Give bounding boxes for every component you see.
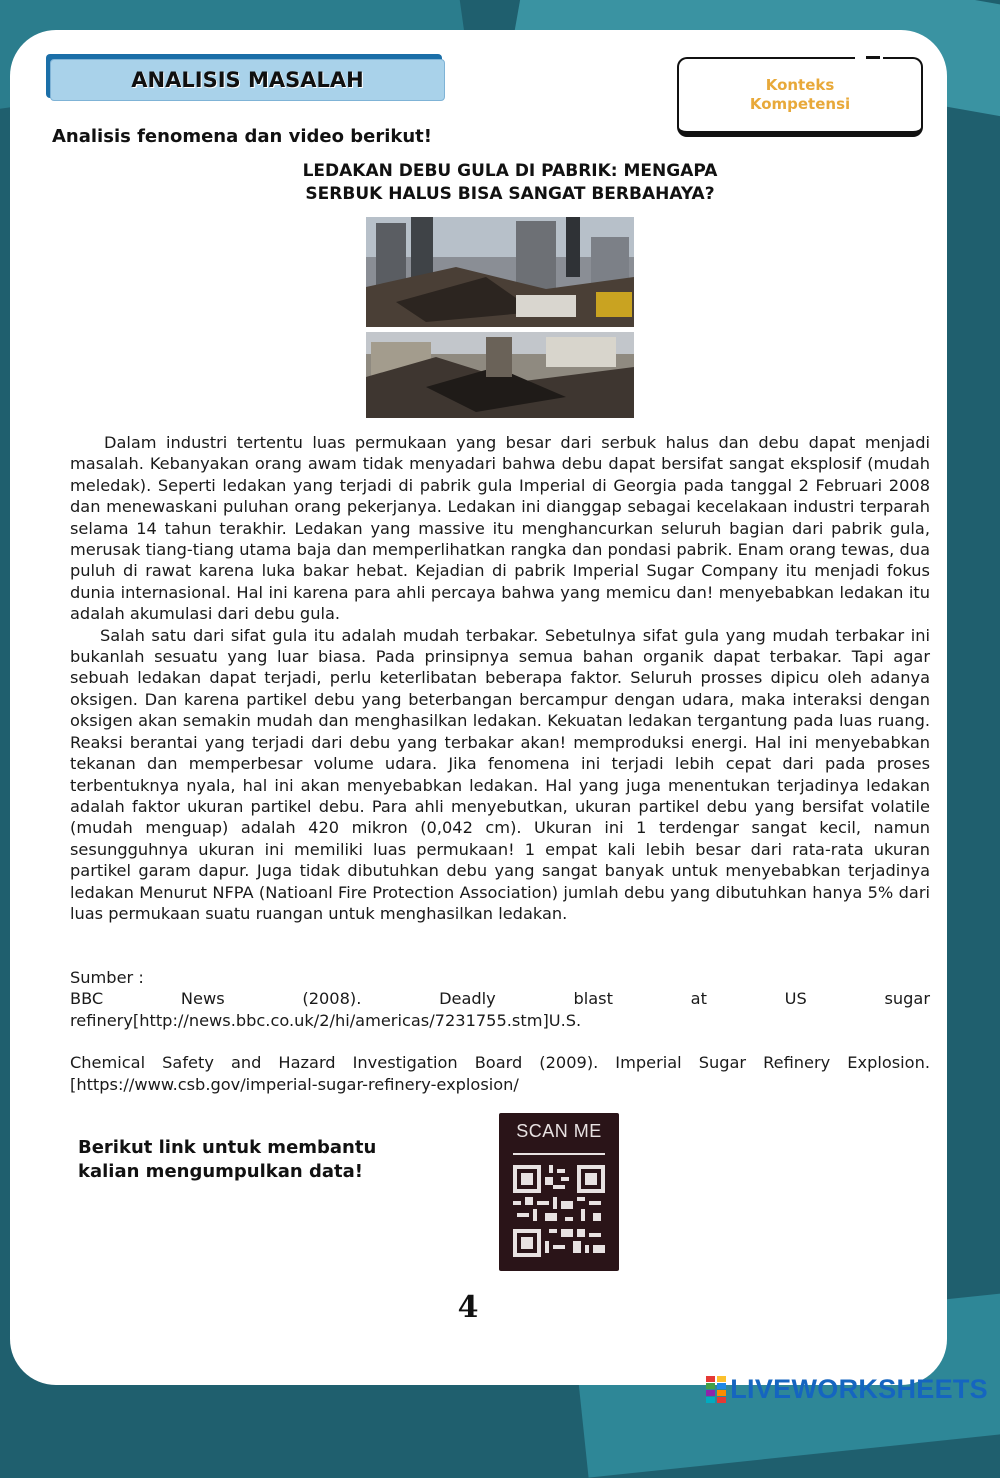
context-badge bbox=[677, 57, 923, 137]
qr-prompt-line1: Berikut link untuk membantu bbox=[78, 1137, 377, 1158]
section-title: ANALISIS MASALAH bbox=[50, 59, 445, 101]
liveworksheets-brand[interactable] bbox=[706, 1374, 988, 1405]
source-citation-line: BBC News (2008). Deadly blast at US sugar bbox=[70, 989, 930, 1009]
article-title-line1: LEDAKAN DEBU GULA DI PABRIK: MENGAPA bbox=[302, 161, 718, 181]
article-paragraph: Salah satu dari sifat gula itu adalah mudah terbakar. Sebetulnya sifat gula yang mudah terbakar ini bukanlah sesuatu yang luar biasa. Pada prinsipnya semua bahan organik dapat terbakar. Tapi agar sebuah ledakan dapat terjadi, perlu keterlibatan beberapa faktor. Seluruh prosses dipicu oleh adanya oksigen. Dan karena partikel debu yang beterbangan bercampur dengan udara, maka interaksi dengan oksigen akan semakin mudah dan menghasilkan ledakan. Kekuatan ledakan tergantung pada luas ruang. Reaksi berantai yang terjadi dari debu yang terbakar akan! memproduksi energi. Hal ini menyebabkan tekanan dan memperbesar volume udara. Jika fenomena ini terjadi lebih cepat dari pada proses terbentuknya nyala, hal ini akan menyebabkan ledakan. Hal yang juga menentukan terjadinya ledakan adalah faktor ukuran partikel debu. Para ahli menyebutkan, ukuran partikel debu yang bersifat volatile (mudah menguap) adalah 420 mikron (0,042 cm). Ukuran ini 1 terdengar sangat kecil, namun sesungguhnya ukuran ini memiliki luas permukaan! 1 empat kali lebih besar dari rata-rata ukuran partikel garam dapur. Juga tidak dibutuhkan debu yang sangat banyak untuk menyebabkan terjadinya ledakan Menurut NFPA (Natioanl Fire Protection Association) jumlah debu yang dibutuhkan hanya 5% dari luas permukaan suatu ruangan untuk menghasilkan ledakan. bbox=[70, 625, 930, 923]
context-label-line1: Konteks bbox=[765, 76, 835, 94]
factory-explosion-photo bbox=[366, 217, 634, 418]
qr-prompt-line2: kalian mengumpulkan data! bbox=[78, 1161, 363, 1182]
article-title-line2: SERBUK HALUS BISA SANGAT BERBAHAYA? bbox=[305, 184, 715, 204]
sources-label: Sumber : bbox=[70, 968, 144, 987]
qr-code-icon[interactable] bbox=[513, 1165, 605, 1257]
scan-me-divider bbox=[513, 1153, 605, 1155]
sources-section bbox=[70, 967, 930, 1095]
article-title bbox=[250, 160, 770, 206]
context-badge-dash bbox=[866, 56, 880, 59]
article-paragraph: Dalam industri tertentu luas permukaan yang besar dari serbuk halus dan debu dapat menjadi masalah. Kebanyakan orang awam tidak menyadari bahwa debu dapat bersifat sangat eksplosif (mudah meledak). Seperti ledakan yang terjadi di pabrik gula Imperial di Georgia pada tanggal 2 Februari 2008 dan menewaskani puluhan orang pekerjanya. Ledakan ini dianggap sebagai kecelakaan industri terparah selama 14 tahun terakhir. Ledakan yang massive itu menghancurkan seluruh bagian dari pabrik gula, merusak tiang-tiang utama baja dan memperlihatkan rangka dan pondasi pabrik. Enam orang tewas, dua puluh di rawat karena luka bakar hebat. Kejadian di pabrik Imperial Sugar Company itu menjadi fokus dunia internasional. Hal ini karena para ahli percaya bahwa yang memicu dan! menyebabkan ledakan itu adalah akumulasi dari debu gula. bbox=[70, 433, 930, 624]
brand-name: LIVEWORKSHEETS bbox=[730, 1374, 988, 1404]
instruction-text: Analisis fenomena dan video berikut! bbox=[52, 126, 432, 147]
article-body bbox=[70, 432, 930, 924]
liveworksheets-logo-icon bbox=[706, 1376, 726, 1404]
context-label-line2: Kompetensi bbox=[749, 95, 851, 113]
source-citation: Chemical Safety and Hazard Investigation Board (2009). Imperial Sugar Refinery Explosion. [https://www.csb.gov/imperial-sugar-refinery-explosion/ bbox=[70, 1053, 930, 1094]
scan-me-qr-card[interactable] bbox=[499, 1113, 619, 1271]
scan-me-label: SCAN ME bbox=[516, 1121, 602, 1141]
page-number: 4 bbox=[457, 1290, 479, 1325]
qr-prompt bbox=[78, 1136, 408, 1184]
source-citation-line: refinery[http://news.bbc.co.uk/2/hi/americas/7231755.stm]U.S. bbox=[70, 1010, 582, 1030]
